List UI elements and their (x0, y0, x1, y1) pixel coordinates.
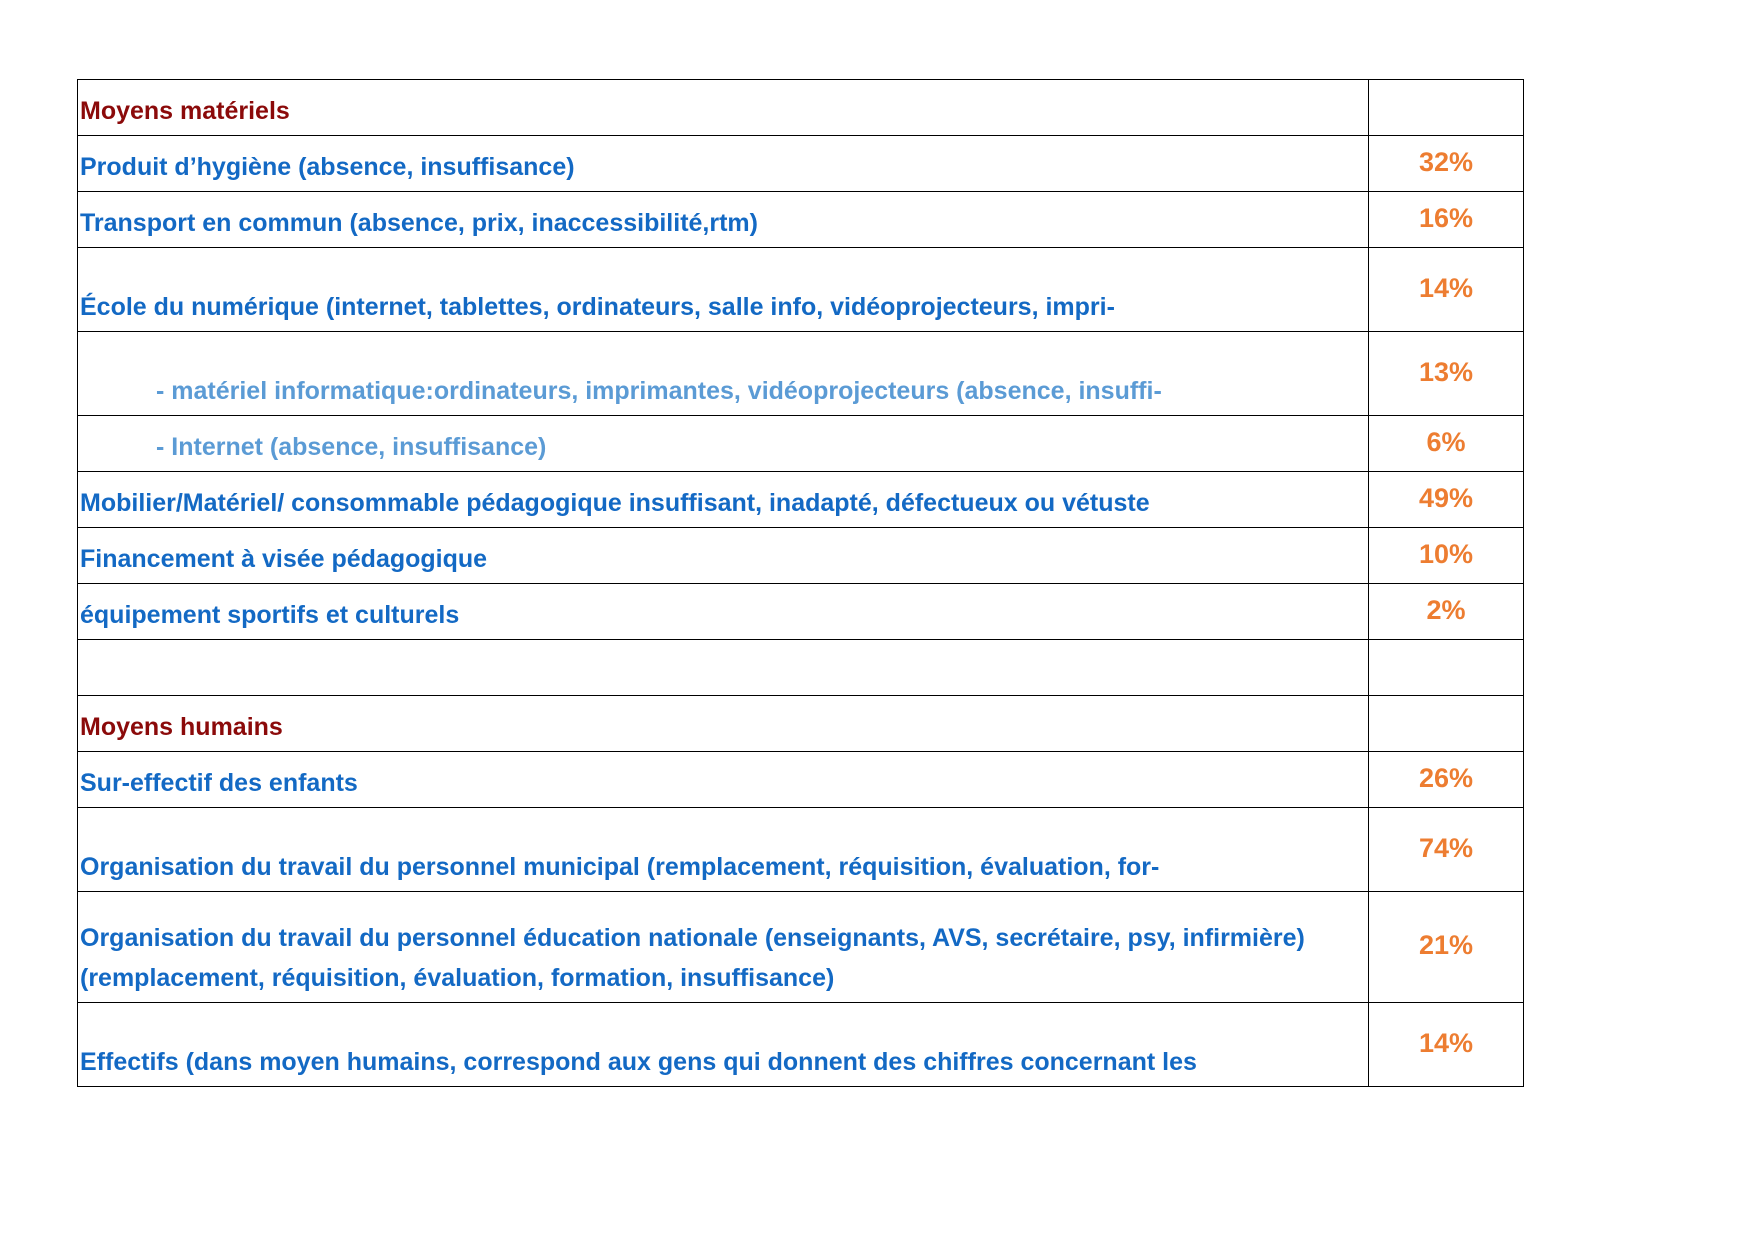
table-row (78, 80, 1524, 136)
table-row (78, 528, 1524, 584)
value-cell[interactable]: 32% (1369, 136, 1524, 192)
value-cell[interactable]: 14% (1369, 1003, 1524, 1087)
row-label-subitem[interactable]: - matériel informatique:ordinateurs, imprimantes, vidéoprojecteurs (absence, insuffi- (78, 332, 1369, 416)
value-cell[interactable]: 21% (1369, 892, 1524, 1003)
value-cell[interactable] (1369, 696, 1524, 752)
value-cell[interactable]: 16% (1369, 192, 1524, 248)
table-row (78, 752, 1524, 808)
table-row (78, 696, 1524, 752)
value-cell[interactable]: 6% (1369, 416, 1524, 472)
row-label[interactable]: Transport en commun (absence, prix, inaccessibilité,rtm) (78, 192, 1369, 248)
value-cell[interactable]: 2% (1369, 584, 1524, 640)
table-row (78, 472, 1524, 528)
empty-value-cell[interactable] (1369, 640, 1524, 696)
table-row (78, 808, 1524, 892)
row-label[interactable]: Financement à visée pédagogique (78, 528, 1369, 584)
table-row (78, 584, 1524, 640)
empty-cell[interactable] (78, 640, 1369, 696)
row-label[interactable]: Organisation du travail du personnel municipal (remplacement, réquisition, évaluation, for- (78, 808, 1369, 892)
table-row (78, 416, 1524, 472)
value-cell[interactable]: 14% (1369, 248, 1524, 332)
row-label-subitem[interactable]: - Internet (absence, insuffisance) (78, 416, 1369, 472)
row-label[interactable]: Mobilier/Matériel/ consommable pédagogique insuffisant, inadapté, défectueux ou vétuste (78, 472, 1369, 528)
spreadsheet-page (77, 79, 1523, 1087)
value-cell[interactable]: 10% (1369, 528, 1524, 584)
section-header-moyens-humains[interactable]: Moyens humains (78, 696, 1369, 752)
section-header-moyens-materiels[interactable]: Moyens matériels (78, 80, 1369, 136)
table-row (78, 136, 1524, 192)
value-cell[interactable]: 26% (1369, 752, 1524, 808)
table-row-empty (78, 640, 1524, 696)
table-row (78, 192, 1524, 248)
value-cell[interactable]: 13% (1369, 332, 1524, 416)
row-label[interactable]: Effectifs (dans moyen humains, correspond aux gens qui donnent des chiffres concernant les (78, 1003, 1369, 1087)
value-cell[interactable]: 49% (1369, 472, 1524, 528)
row-label[interactable]: Sur-effectif des enfants (78, 752, 1369, 808)
table-row (78, 248, 1524, 332)
row-label[interactable]: Organisation du travail du personnel éducation nationale (enseignants, AVS, secrétaire, psy, infirmière) (remplacement, réquisition, évaluation, formation, insuffisance) (78, 892, 1369, 1003)
data-table (77, 79, 1524, 1087)
table-row (78, 1003, 1524, 1087)
row-label[interactable]: École du numérique (internet, tablettes, ordinateurs, salle info, vidéoprojecteurs, impri- (78, 248, 1369, 332)
row-label[interactable]: équipement sportifs et culturels (78, 584, 1369, 640)
value-cell[interactable] (1369, 80, 1524, 136)
table-row (78, 892, 1524, 1003)
table-row (78, 332, 1524, 416)
value-cell[interactable]: 74% (1369, 808, 1524, 892)
row-label[interactable]: Produit d’hygiène (absence, insuffisance) (78, 136, 1369, 192)
